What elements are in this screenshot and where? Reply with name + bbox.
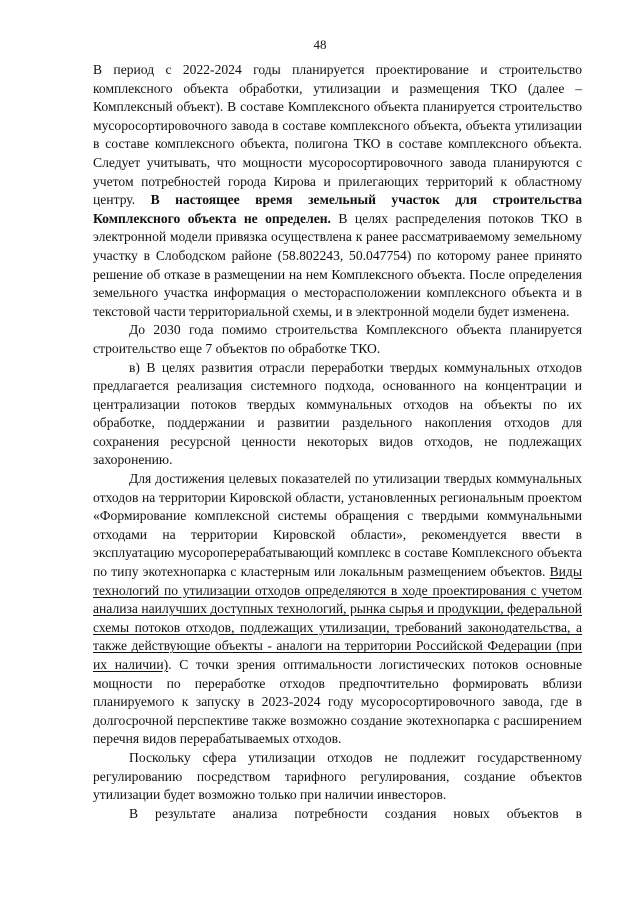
paragraph-target-indicators-text-2: . С точки зрения оптимальности логистических потоков основные мощности по переработке отходов предпочтительно формировать вблизи планируемого к запуску в 2023-2024 году мусоросортировочного завода, где в долгосрочной перспективе также возможно создание экотехнопарка с расширением перечня видов перерабатываемых отходов. [93, 657, 582, 747]
paragraph-complex-object-bold: В настоящее время земельный участок для строительства Комплексного объекта не определен. [93, 192, 582, 226]
paragraph-complex-object-text-1: В период с 2022-2024 годы планируется проектирование и строительство комплексного объекта обработки, утилизации и размещения ТКО (далее – Комплексный объект). В составе Комплексного объекта планируется строительство мусоросортировочного завода в составе комплексного объекта, объекта утилизации в составе комплексного объекта, полигона ТКО в составе комплексного объекта. Следует учитывать, что мощности мусоросортировочного завода планируются с учетом потребностей города Кирова и прилегающих территорий к областному центру. [93, 62, 582, 208]
page-number: 48 [313, 37, 327, 52]
paragraph-item-v: в) В целях развития отрасли переработки твердых коммунальных отходов предлагается реализация системного подхода, основанного на концентрации и централизации потоков твердых коммунальных отходов на объекты по их обработке, поддержании и развитии раздельного накопления отходов для сохранения ресурсной ценности некоторых видов отходов, не подлежащих захоронению. [93, 359, 582, 468]
paragraph-investors: Поскольку сфера утилизации отходов не подлежит государственному регулированию посредством тарифного регулирования, создание объектов утилизации будет возможно только при наличии инвесторов. [93, 749, 582, 803]
paragraph-analysis-start: В результате анализа потребности создания новых объектов в [129, 805, 582, 821]
paragraph-target-indicators [93, 470, 582, 749]
paragraph-until-2030: До 2030 года помимо строительства Комплексного объекта планируется строительство еще 7 объектов по обработке ТКО. [93, 322, 582, 356]
paragraph-target-indicators-text-1: Для достижения целевых показателей по утилизации твердых коммунальных отходов на территории Кировской области, установленных региональным проектом «Формирование комплексной системы обращения с твердыми коммунальными отходами на территории Кировской области», рекомендуется ввести в эксплуатацию мусороперерабатывающий комплекс в составе Комплексного объекта по типу экотехнопарка с кластерным или локальным размещением объектов. [93, 471, 582, 580]
paragraph-complex-object [93, 61, 582, 321]
document-body [93, 61, 582, 823]
paragraph-target-indicators-underlined: Виды технологий по утилизации отходов определяются в ходе проектирования с учетом анализа наилучших доступных технологий, рынка сырья и продукции, федеральной схемы потоков отходов, подлежащих утилизации, требований законодательства, а также действующие объекты - аналоги на территории Российской Федерации (при их наличии) [93, 564, 582, 672]
paragraph-complex-object-text-2: В целях распределения потоков ТКО в электронной модели привязка осуществлена к ранее рассматриваемому земельному участку в Слободском районе (58.802243, 50.047754) по которому ранее принято решение об отказе в размещении на нем Комплексного объекта. После определения земельного участка информация о месторасположении комплексного объекта и в текстовой части территориальной схемы, и в электронной модели будет изменена. [93, 210, 582, 319]
